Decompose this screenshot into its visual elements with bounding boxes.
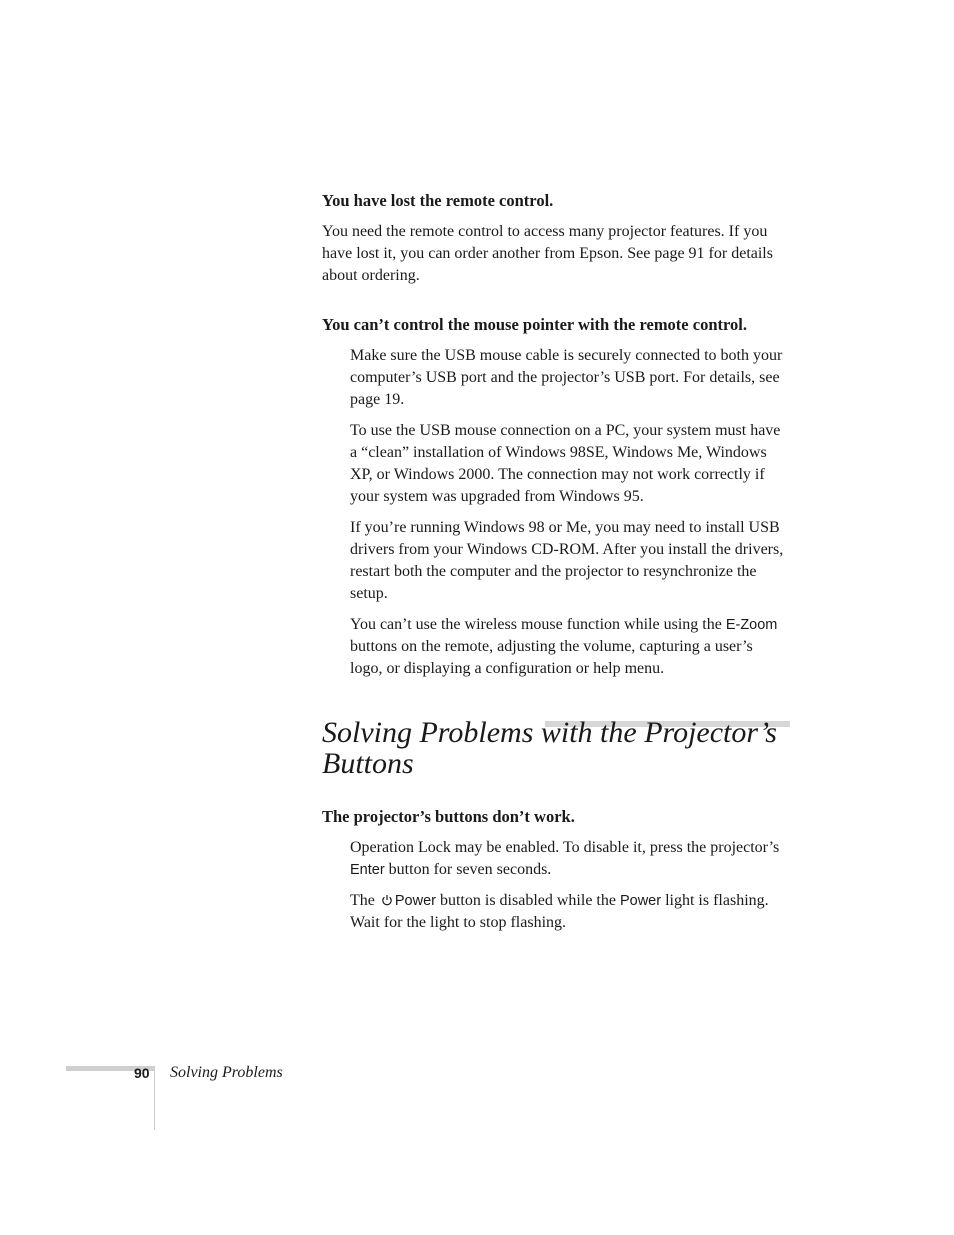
chapter-title-line1: Solving Problems with the Projector’s (322, 716, 777, 749)
enter-button-label: Enter (350, 862, 385, 878)
page-number: 90 (134, 1065, 150, 1081)
wireless-mouse-text-start: You can’t use the wireless mouse function while using the (350, 616, 722, 633)
wireless-mouse-text-end: buttons on the remote, adjusting the volume, capturing a user’s logo, or displaying a configuration or help menu. (350, 638, 753, 677)
footer-divider (154, 1066, 155, 1130)
paragraph-usb-windows: To use the USB mouse connection on a PC, your system must have a “clean” installation of Windows 98SE, Windows Me, Windows XP, or Windows 2000. The connection may not work correctly if your system was upgraded from Windows 95. (350, 422, 781, 505)
power-text-end: light is flashing. Wait for the light to stop flashing. (350, 892, 769, 931)
paragraph-usb-drivers: If you’re running Windows 98 or Me, you may need to install USB drivers from your Windows CD-ROM. After you install the drivers, restart both the computer and the projector to resynchronize the setup. (350, 519, 784, 602)
power-button-label: Power (394, 893, 436, 909)
e-zoom-button-label: E-Zoom (725, 617, 778, 633)
paragraph-wireless-mouse (350, 614, 788, 680)
heading-buttons-dont-work: The projector’s buttons don’t work. (322, 807, 575, 826)
page-content (322, 190, 788, 934)
heading-lost-remote: You have lost the remote control. (322, 191, 554, 210)
power-icon (381, 894, 393, 906)
paragraph-power-button (350, 890, 788, 934)
heading-mouse-pointer: You can’t control the mouse pointer with the remote control. (322, 315, 747, 334)
chapter-heading (322, 717, 788, 779)
chapter-title-line2: Buttons (322, 747, 414, 780)
operation-lock-text-end: button for seven seconds. (388, 861, 552, 878)
paragraph-operation-lock (350, 837, 788, 881)
power-light-label: Power (619, 893, 662, 909)
power-text-start: The (350, 892, 375, 909)
operation-lock-text-start: Operation Lock may be enabled. To disable it, press the projector’s (350, 839, 780, 856)
paragraph-lost-remote: You need the remote control to access many projector features. If you have lost it, you can order another from Epson. See page 91 for details about ordering. (322, 223, 773, 284)
footer-section-title: Solving Problems (170, 1064, 283, 1081)
paragraph-mouse-cable: Make sure the USB mouse cable is securely connected to both your computer’s USB port and the projector’s USB port. For details, see page 19. (350, 347, 783, 408)
power-text-middle: button is disabled while the (439, 892, 616, 909)
